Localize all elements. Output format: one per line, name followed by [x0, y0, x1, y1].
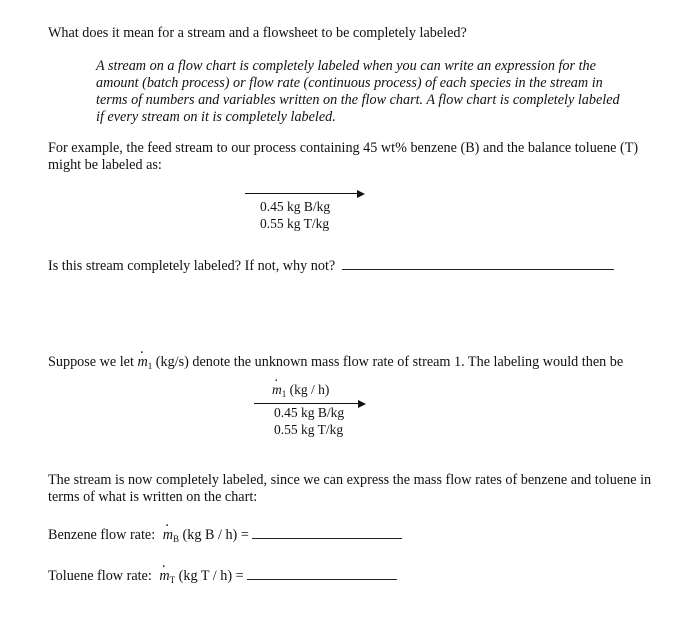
toluene-flow-rate-label: Toluene flow rate:: [48, 568, 152, 584]
stream-b-benzene-fraction: 0.45 kg B/kg: [274, 405, 345, 420]
toluene-flow-rate-unit: (kg T / h) =: [178, 568, 244, 584]
stream-a-arrow: [245, 193, 358, 194]
completely-labeled-question-text: Is this stream completely labeled? If not, why not?: [48, 258, 336, 274]
question-heading: What does it mean for a stream and a flowsheet to be completely labeled?: [48, 25, 467, 41]
stream-b-toluene-fraction: 0.55 kg T/kg: [274, 422, 344, 437]
answer-blank-why[interactable]: [342, 269, 614, 270]
benzene-mass-flow-subscript: B: [172, 534, 179, 544]
benzene-flow-rate-line: [48, 527, 402, 544]
benzene-flow-rate-label: Benzene flow rate:: [48, 527, 156, 543]
stream-b-mass-flow-subscript: 1: [281, 389, 287, 399]
mass-flow-subscript: 1: [147, 361, 153, 371]
answer-blank-benzene[interactable]: [252, 538, 402, 539]
stream-b-mass-flow-symbol: · m: [272, 382, 282, 398]
stream-b-arrow: [254, 403, 359, 404]
toluene-mass-flow-symbol: · m: [159, 568, 169, 585]
suppose-text-before: Suppose we let: [48, 354, 134, 370]
stream-a-benzene-fraction: 0.45 kg B/kg: [260, 199, 331, 214]
toluene-flow-rate-line: [48, 568, 397, 585]
suppose-sentence: [48, 354, 623, 371]
example-intro-paragraph: For example, the feed stream to our process containing 45 wt% benzene (B) and the balance toluene (T) might be labeled as:: [48, 140, 639, 173]
completely-labeled-question: [48, 258, 614, 275]
toluene-mass-flow-subscript: T: [169, 575, 176, 585]
benzene-mass-flow-symbol: · m: [163, 527, 173, 544]
mass-flow-symbol: · m: [137, 354, 147, 371]
stream-b-rate-label: [272, 382, 329, 399]
definition-paragraph: A stream on a flow chart is completely labeled when you can write an expression for the amount (batch process) or flow rate (continuous process) of each species in the stream in terms of numbers and variables written on the flow chart. A flow chart is completely labeled if every stream on it is completely labeled.: [96, 58, 620, 125]
stream-b-rate-unit: (kg / h): [289, 382, 330, 397]
answer-blank-toluene[interactable]: [247, 579, 397, 580]
benzene-flow-rate-unit: (kg B / h) =: [182, 527, 249, 543]
suppose-text-after: (kg/s) denote the unknown mass flow rate of stream 1. The labeling would then be: [155, 354, 624, 370]
conclusion-paragraph: The stream is now completely labeled, since we can express the mass flow rates of benzene and toluene in terms of what is written on the chart:: [48, 472, 652, 505]
stream-a-toluene-fraction: 0.55 kg T/kg: [260, 216, 330, 231]
